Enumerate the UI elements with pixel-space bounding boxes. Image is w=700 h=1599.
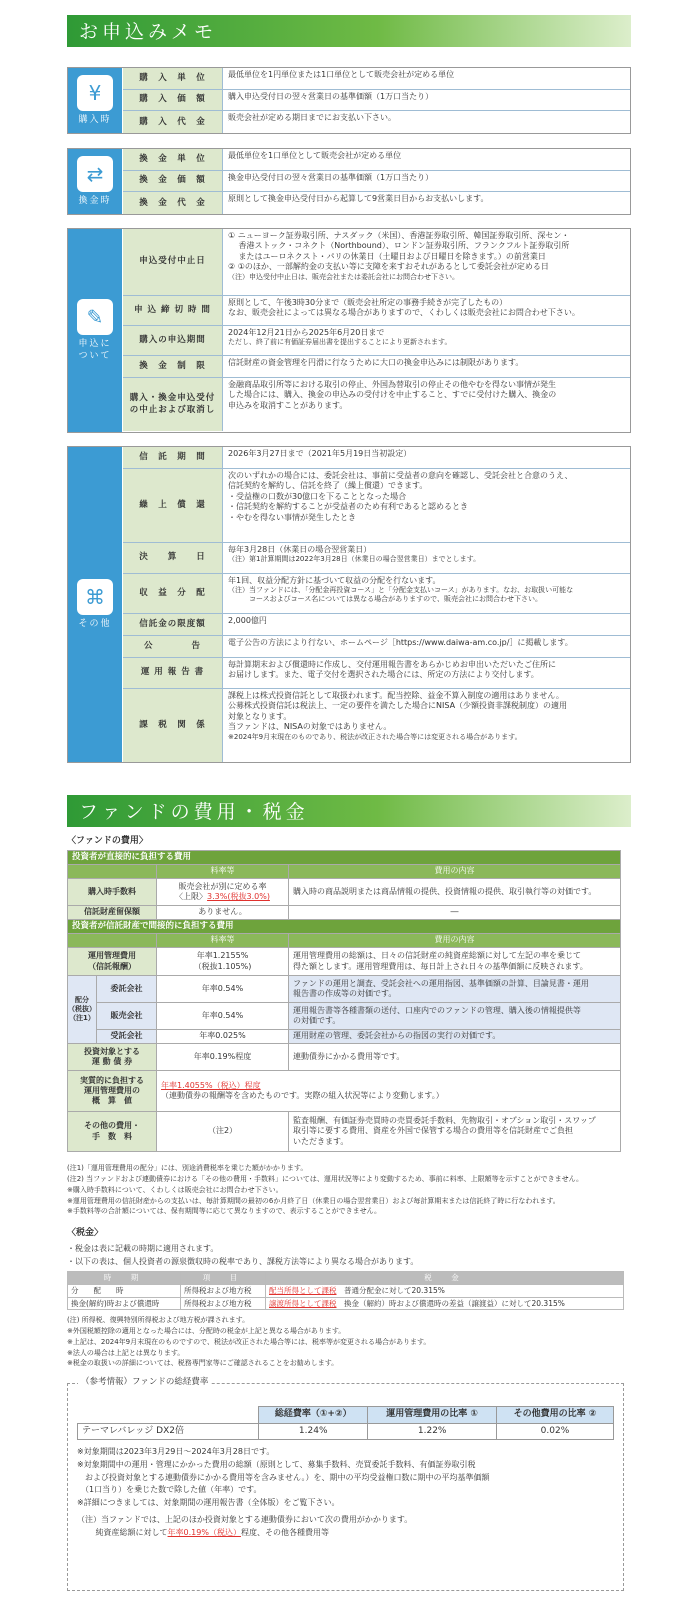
exchange-hand-icon: ⇄ [77,156,113,192]
memo-row [123,90,630,112]
reference-notes: ※対象期間は2023年3月29日～2024年3月28日です。 ※対象期間中の運用・管理にかかった費用の総額（原則として、募集手数料、売買委託手数料、有価証券取引税 および投資対象とする連動債券にかかる費用等を含みません。）を、期中の平均受益権口数に期中の平均基準価額 （1口当り）を乗じた数で除した値（年率）です。 ※詳細につきましては、対象期間の運用報告書（全体版）をご覧下さい。 （注）当ファンドでは、上記のほか投資対象とする連動債券において次の費用がかかります。 純資産総額に対して年率0.19%（税込）程度、その他各種費用等 [77,1447,490,1537]
fee-banner: ファンドの費用・税金 [67,795,631,827]
memo-row [123,378,630,431]
page: お申込みメモ ¥ 購入時 購 入 単 位 最低単位を1円単位または1口単位として販売会社が定める単位 購 入 価 額 購入申込受付日の翌々営業日の基準価額（1万口当たり） 購 入 代 金 販売会社が定める期日までにお支払い下さい。 ⇄ 換金時 換 金 単 位 最低単位を1口単位として販売会社が定める単位 換 金 価 額 換金申込受付日の翌々営業日の基準価額（1万口当たり） 換 金 代 金 原則として換金申込受付日から起算して9営業日目からお支払いします。 ✎ 申込に ついて 申込受付中止日 ① ニューヨーク証券取引所、ナスダック（米国）、香港証券取引所、韓国証券取引所、深セン・ 香港ストック・コネクト（Northbound）、ロンドン証券取引所、フランクフルト証券取引所 またはユーロネクスト・パリの休業日（土曜日および日曜日を除きます。）の前営業日 ② ①のほか、一部解約金の支払い等に支障を来すおそれがあるとして委託会社が定める日 （注）申込受付中止日は、販売会社または委託会社にお問合わせ下さい。 申 込 締 切 時 間 原則として、午後3時30分まで（販売会社所定の事務手続きが完了したもの） なお、販売会社によっては異なる場合がありますので、くわしくは販売会社にお問合わせ下さい。 購入の申込期間 2024年12月21日から2025年6月20日まで ただし、終了前に有価証券届出書を提出することにより更新されます。 換 金 制 限 信託財産の資金管理を円滑に行なうために大口の換金申込みには制限があります。 購入・換金申込受付 の中止および取消し 金融商品取引所等における取引の停止、外国為替取引の停止その他やむを得ない事情が発生 した場合には、購入、換金の申込みの受付けを中止すること、すでに受付けた購入、換金の 申込みを取消すことがあります。 ⌘ その他 信 託 期 間 2026年3月27日まで（2021年5月19日当初設定） 繰 上 償 還 次のいずれかの場合には、委託会社は、事前に受益者の意向を確認し、受託会社と合意のうえ、 信託契約を解約し、信託を終了（繰上償還）できます。 ・受益権の口数が30億口を下ることとなった場合 ・信託契約を解約することが受益者のため有利であると認めるとき ・やむを得ない事情が発生したとき 決 算 日 毎年3月28日（休業日の場合翌営業日） （注）第1計算期間は2022年3月28日（休業日の場合翌営業日）までとします。 収 益 分 配 年1回、収益分配方針に基づいて収益の分配を行ないます。 （注）当ファンドには、「分配金再投資コース」と「分配金支払いコース」があります。なお、お取扱い可能な コースおよびコース名については異なる場合がありますので、販売会社にお問合わせ下さい。 信託金の限度額 2,000億円 公 告 電子公告の方法により行ない、ホームページ［https://www.daiwa-am.co.jp/］に掲載します。 運 用 報 告 書 毎計算期末および償還時に作成し、交付運用報告書をあらかじめお申出いただいたご住所に お届けします。また、電子交付を選択された場合には、所定の方法により交付します。 課 税 関 係 課税上は株式投資信託として取扱われます。配当控除、益金不算入制度の適用はありません。 公募株式投資信託は税法上、一定の要件を満たした場合にNISA（少額投資非課税制度）の適用 対象となります。 当ファンドは、NISAの対象ではありません。 ※2024年9月末現在のものであり、税法が改正された場合等には変更される場合があります。 ファンドの費用・税金 〈ファンドの費用〉 投資者が直接的に負担する費用 料率等 費用の内容 購入時手数料 販売会社が別に定める率 〈上限〉3.3%(税抜3.0%) 購入時の商品説明または商品情報の提供、投資情報の提供、取引執行等の対価です。 信託財産留保額 ありません。 ― 投資者が信託財産で間接的に負担する費用 料率等 費用の内容 運用管理費用 （信託報酬） 年率1.2155% （税抜1.105%) 運用管理費用の総額は、日々の信託財産の純資産総額に対して左記の率を乗じて 得た額とします。運用管理費用は、毎日計上され日々の基準価額に反映されます。 配分 （税抜） （注1） 委託会社 年率0.54% ファンドの運用と調査、受託会社への運用指図、基準価額の計算、目論見書・運用 報告書の作成等の対価です。 販売会社 年率0.54% 運用報告書等各種書類の送付、口座内でのファンドの管理、購入後の情報提供等 の対価です。 受託会社 年率0.025% 運用財産の管理、委託会社からの指図の実行の対価です。 投資対象とする 運 動 債 券 年率0.19%程度 連動債券にかかる費用等です。 実質的に負担する 運用管理費用の 概 算 値 年率1.4055%（税込）程度 （連動債券の報酬等を含めたものです。実際の組入状況等により変動します。） その他の費用・ 手 数 料 （注2） 監査報酬、有価証券売買時の売買委託手数料、先物取引・オプション取引・スワップ 取引等に要する費用、資産を外国で保管する場合の費用等を信託財産でご負担 いただきます。 (注1)「運用管理費用の配分」には、別途消費税率を乗じた額がかかります。 (注2) 当ファンドおよび連動債券における「その他の費用・手数料」については、運用状況等により変動するため、事前に料率、上限額等を示すことができません。 ※購入時手数料について、くわしくは販売会社にお問合わせ下さい。 ※運用管理費用の信託財産からの支払いは、毎計算期間の最初の6か月終了日（休業日の場合翌営業日）および毎計算期末または信託終了時に行なわれます。 ※手数料等の合計額については、保有期間等に応じて異なりますので、表示することができません。 〈税金〉 ・税金は表に記載の時期に適用されます。 ・以下の表は、個人投資者の源泉徴収時の税率であり、課税方法等により異なる場合があります。 時 期 項 目 税 金 分 配 時 所得税および地方税 配当所得として課税 普通分配金に対して20.315% 換金(解約)時および償還時 所得税および地方税 譲渡所得として課税 換金（解約）時および償還時の差益（譲渡益）に対して20.315% (注) 所得税、復興特別所得税および地方税が課されます。 ※外国税額控除の適用となった場合には、分配時の税金が上記と異なる場合があります。 ※上記は、2024年9月末現在のものですので、税法が改正された場合等には、税率等が変更される場合があります。 ※法人の場合は上記とは異なります。 ※税金の取扱いの詳細については、税務専門家等にご確認されることをお勧めします。 （参考情報）ファンドの総経費率 総経費率（①+②） 運用管理費用の比率 ① その他費用の比率 ② テーマレバレッジ DX2倍 1.24% 1.22% 0.02% ※対象期間は2023年3月29日～2024年3月28日です。 ※対象期間中の運用・管理にかかった費用の総額（原則として、募集手数料、売買委託手数料、有価証券取引税 および投資対象とする連動債券にかかる費用等を含みません。）を、期中の平均受益権口数に期中の平均基準価額 （1口当り）を乗じた数で除した値（年率）です。 ※詳細につきましては、対象期間の運用報告書（全体版）をご覧下さい。 （注）当ファンドでは、上記のほか投資対象とする連動債券において次の費用がかかります。 純資産総額に対して年率0.19%（税込）程度、その他各種費用等 [0,0,700,1599]
memo-row [123,447,630,469]
memo-row [123,68,630,90]
memo-banner: お申込みメモ [67,15,631,47]
memo-row [123,326,630,356]
memo-row [123,296,630,326]
memo-row [123,574,630,614]
retain-label: 信託財産留保額 [68,906,157,920]
tax-heading: 〈税金〉 [67,1228,104,1238]
fee-heading: 〈ファンドの費用〉 [67,836,148,846]
memo-row-value: 金融商品取引所等における取引の停止、外国為替取引の停止その他やむを得ない事情が発生 した場合には、購入、換金の申込みの受付けを中止すること、すでに受付けた購入、換金の 申込みを取消すことがあります。 [228,380,557,410]
memo-row-label: 購 入 単 位 [123,68,223,89]
memo-row-value: 最低単位を1円単位または1口単位として販売会社が定める単位 [228,70,455,79]
memo-row-label: 換 金 単 位 [123,149,223,170]
clip-icon: ⌘ [77,579,113,615]
memo-row [123,689,630,762]
memo-row-label: 運 用 報 告 書 [123,658,223,688]
memo-row-label: 信 託 期 間 [123,447,223,468]
fee-table: 投資者が直接的に負担する費用 料率等 費用の内容 購入時手数料 販売会社が別に定める率 〈上限〉3.3%(税抜3.0%) 購入時の商品説明または商品情報の提供、投資情報の提供、取引執行等の対価です。 信託財産留保額 ありません。 ― 投資者が信託財産で間接的に負担する費用 料率等 費用の内容 運用管理費用 （信託報酬） 年率1.2155% （税抜1.105%) 運用管理費用の総額は、日々の信託財産の純資産総額に対して左記の率を乗じて 得た額とします。運用管理費用は、毎日計上され日々の基準価額に反映されます。 配分 （税抜） （注1） 委託会社 年率0.54% ファンドの運用と調査、受託会社への運用指図、基準価額の計算、目論見書・運用 報告書の作成等の対価です。 販売会社 年率0.54% 運用報告書等各種書類の送付、口座内でのファンドの管理、購入後の情報提供等 の対価です。 受託会社 年率0.025% 運用財産の管理、委託会社からの指図の実行の対価です。 投資対象とする 運 動 債 券 年率0.19%程度 連動債券にかかる費用等です。 実質的に負担する 運用管理費用の 概 算 値 年率1.4055%（税込）程度 （連動債券の報酬等を含めたものです。実際の組入状況等により変動します。） その他の費用・ 手 数 料 （注2） 監査報酬、有価証券売買時の売買委託手数料、先物取引・オプション取引・スワップ 取引等に要する費用、資産を外国で保管する場合の費用等を信託財産でご負担 いただきます。 [67,850,621,1152]
memo-row-value: 販売会社が定める期日までにお支払い下さい。 [228,113,396,123]
content-header: 費用の内容 [289,865,621,879]
memo-row [123,229,630,296]
memo-row-label: 換 金 代 金 [123,192,223,214]
memo-row [123,636,630,658]
memo-row-value: ① ニューヨーク証券取引所、ナスダック（米国）、香港証券取引所、韓国証券取引所、深セン・ 香港ストック・コネクト（Northbound）、ロンドン証券取引所、フランクフルト証券取引所 またはユーロネクスト・パリの休業日（土曜日および日曜日を除きます。）の前営業日 ② ①のほか、一部解約金の支払い等に支障を来すおそれがあるとして委託会社が定める日 （注）申込受付中止日は、販売会社または委託会社にお問合わせ下さい。 [228,231,570,281]
memo-row [123,469,630,543]
exchange-rows [123,149,630,214]
memo-row [123,356,630,378]
fund-name: テーマレバレッジ DX2倍 [78,1423,259,1440]
buy-rows [123,68,630,133]
real-label: 実質的に負担する 運用管理費用の 概 算 値 [68,1071,157,1112]
memo-row-value: 課税上は株式投資信託として取扱われます。配当控除、益金不算入制度の適用はありません。 公募株式投資信託は税法上、一定の要件を満たした場合にNISA（少額投資非課税制度）の適用 対象となります。 当ファンドは、NISAの対象ではありません。 ※2024年9月末現在のものであり、税法が改正された場合等には変更される場合があります。 [228,691,568,741]
memo-row-value: 購入申込受付日の翌々営業日の基準価額（1万口当たり） [228,91,434,101]
memo-row-label: 申込受付中止日 [123,229,223,295]
direct-heading: 投資者が直接的に負担する費用 [68,851,621,865]
memo-row [123,149,630,171]
memo-row-value: 2,000億円 [228,616,267,625]
memo-row-value: 換金申込受付日の翌々営業日の基準価額（1万口当たり） [228,172,434,182]
buy-fee-content: 購入時の商品説明または商品情報の提供、投資情報の提供、取引執行等の対価です。 [289,879,621,906]
alloc-label: 配分 （税抜） （注1） [68,976,97,1044]
memo-row-label: 申 込 締 切 時 間 [123,296,223,325]
memo-row-label: 購 入 価 額 [123,90,223,111]
memo-row-label: 繰 上 償 還 [123,469,223,542]
other-section [67,446,631,763]
memo-row [123,111,630,133]
memo-row [123,543,630,574]
buy-fee-rate: 販売会社が別に定める率 〈上限〉3.3%(税抜3.0%) [157,879,289,906]
memo-row-label: 信託金の限度額 [123,614,223,635]
fee-notes: (注1)「運用管理費用の配分」には、別途消費税率を乗じた額がかかります。 (注2) 当ファンドおよび連動債券における「その他の費用・手数料」については、運用状況等により変動するため、事前に料率、上限額等を示すことができません。 ※購入時手数料について、くわしくは販売会社にお問合わせ下さい。 ※運用管理費用の信託財産からの支払いは、毎計算期間の最初の6か月終了日（休業日の場合翌営業日）および毎計算期末または信託終了時に行なわれます。 ※手数料等の合計額については、保有期間等に応じて異なりますので、表示することができません。 [67,1164,583,1216]
memo-row-value: 信託財産の資金管理を円滑に行なうために大口の換金申込みには制限があります。 [228,358,524,367]
memo-row-value: 次のいずれかの場合には、委託会社は、事前に受益者の意向を確認し、受託会社と合意のうえ、 信託契約を解約し、信託を終了（繰上償還）できます。 ・受益権の口数が30億口を下ることとなった場合 ・信託契約を解約することが受益者のため有利であると認めるとき ・やむを得ない事情が発生したとき [228,471,573,522]
memo-row-label: 購入・換金申込受付 の中止および取消し [123,378,223,431]
expense-ratio-table: 総経費率（①+②） 運用管理費用の比率 ① その他費用の比率 ② テーマレバレッジ DX2倍 1.24% 1.22% 0.02% [77,1406,614,1440]
memo-row-label: 購入の申込期間 [123,326,223,355]
memo-row-value: 毎年3月28日（休業日の場合翌営業日） （注）第1計算期間は2022年3月28日（休業日の場合翌営業日）までとします。 [228,545,481,564]
memo-row-value: 年1回、収益分配方針に基づいて収益の分配を行ないます。 （注）当ファンドには、「分配金再投資コース」と「分配金支払いコース」があります。なお、お取扱い可能な コースおよびコース名については異なる場合がありますので、販売会社にお問合わせ下さい。 [228,576,574,604]
memo-row [123,614,630,636]
indirect-heading: 投資者が信託財産で間接的に負担する費用 [68,920,621,934]
other-label: その他 [78,618,112,629]
mgmt-label: 運用管理費用 （信託報酬） [68,948,157,976]
memo-row-value: 2024年12月21日から2025年6月20日まで ただし、終了前に有価証券届出書を提出することにより更新されます。 [228,328,452,347]
apply-label: 申込に ついて [78,338,112,361]
memo-row [123,171,630,193]
memo-row-label: 決 算 日 [123,543,223,573]
memo-row-label: 公 告 [123,636,223,657]
apply-section [67,228,631,433]
reference-box [67,1377,624,1591]
memo-row-value: 原則として、午後3時30分まで（販売会社所定の事務手続きが完了したもの） なお、販売会社によっては異なる場合がありますので、くわしくは販売会社にお問合わせ下さい。 [228,298,580,318]
apply-rows [123,229,630,432]
memo-row [123,192,630,214]
reference-title: （参考情報）ファンドの総経費率 [78,1377,211,1388]
exchange-section [67,148,631,215]
buy-label: 購入時 [78,114,112,125]
other-rows [123,447,630,762]
memo-row-value: 2026年3月27日まで（2021年5月19日当初設定） [228,449,412,458]
pen-icon: ✎ [77,299,113,335]
memo-row-value: 原則として換金申込受付日から起算して9営業日目からお支払いします。 [228,194,489,204]
memo-row-value: 電子公告の方法により行ない、ホームページ［https://www.daiwa-am.co.jp/］に掲載します。 [228,638,573,647]
rate-header: 料率等 [157,865,289,879]
exchange-label: 換金時 [78,195,112,206]
buy-fee-label: 購入時手数料 [68,879,157,906]
yen-hand-icon: ¥ [77,75,113,111]
tax-notes: (注) 所得税、復興特別所得税および地方税が課されます。 ※外国税額控除の適用となった場合には、分配時の税金が上記と異なる場合があります。 ※上記は、2024年9月末現在のものですので、税法が改正された場合等には、税率等が変更される場合があります。 ※法人の場合は上記とは異なります。 ※税金の取扱いの詳細については、税務専門家等にご確認されることをお勧めします。 [67,1316,431,1368]
memo-row-value: 毎計算期末および償還時に作成し、交付運用報告書をあらかじめお申出いただいたご住所に お届けします。また、電子交付を選択された場合には、所定の方法により交付します。 [228,660,556,680]
memo-row-label: 収 益 分 配 [123,574,223,613]
buy-section [67,67,631,134]
memo-row [123,658,630,689]
memo-row-value: 最低単位を1口単位として販売会社が定める単位 [228,151,402,160]
memo-row-label: 課 税 関 係 [123,689,223,762]
tax-table: 時 期 項 目 税 金 分 配 時 所得税および地方税 配当所得として課税 普通分配金に対して20.315% 換金(解約)時および償還時 所得税および地方税 譲渡所得として課税 換金（解約）時および償還時の差益（譲渡益）に対して20.315% [67,1271,624,1310]
memo-row-label: 換 金 制 限 [123,356,223,377]
memo-row-label: 購 入 代 金 [123,111,223,133]
memo-row-label: 換 金 価 額 [123,171,223,192]
